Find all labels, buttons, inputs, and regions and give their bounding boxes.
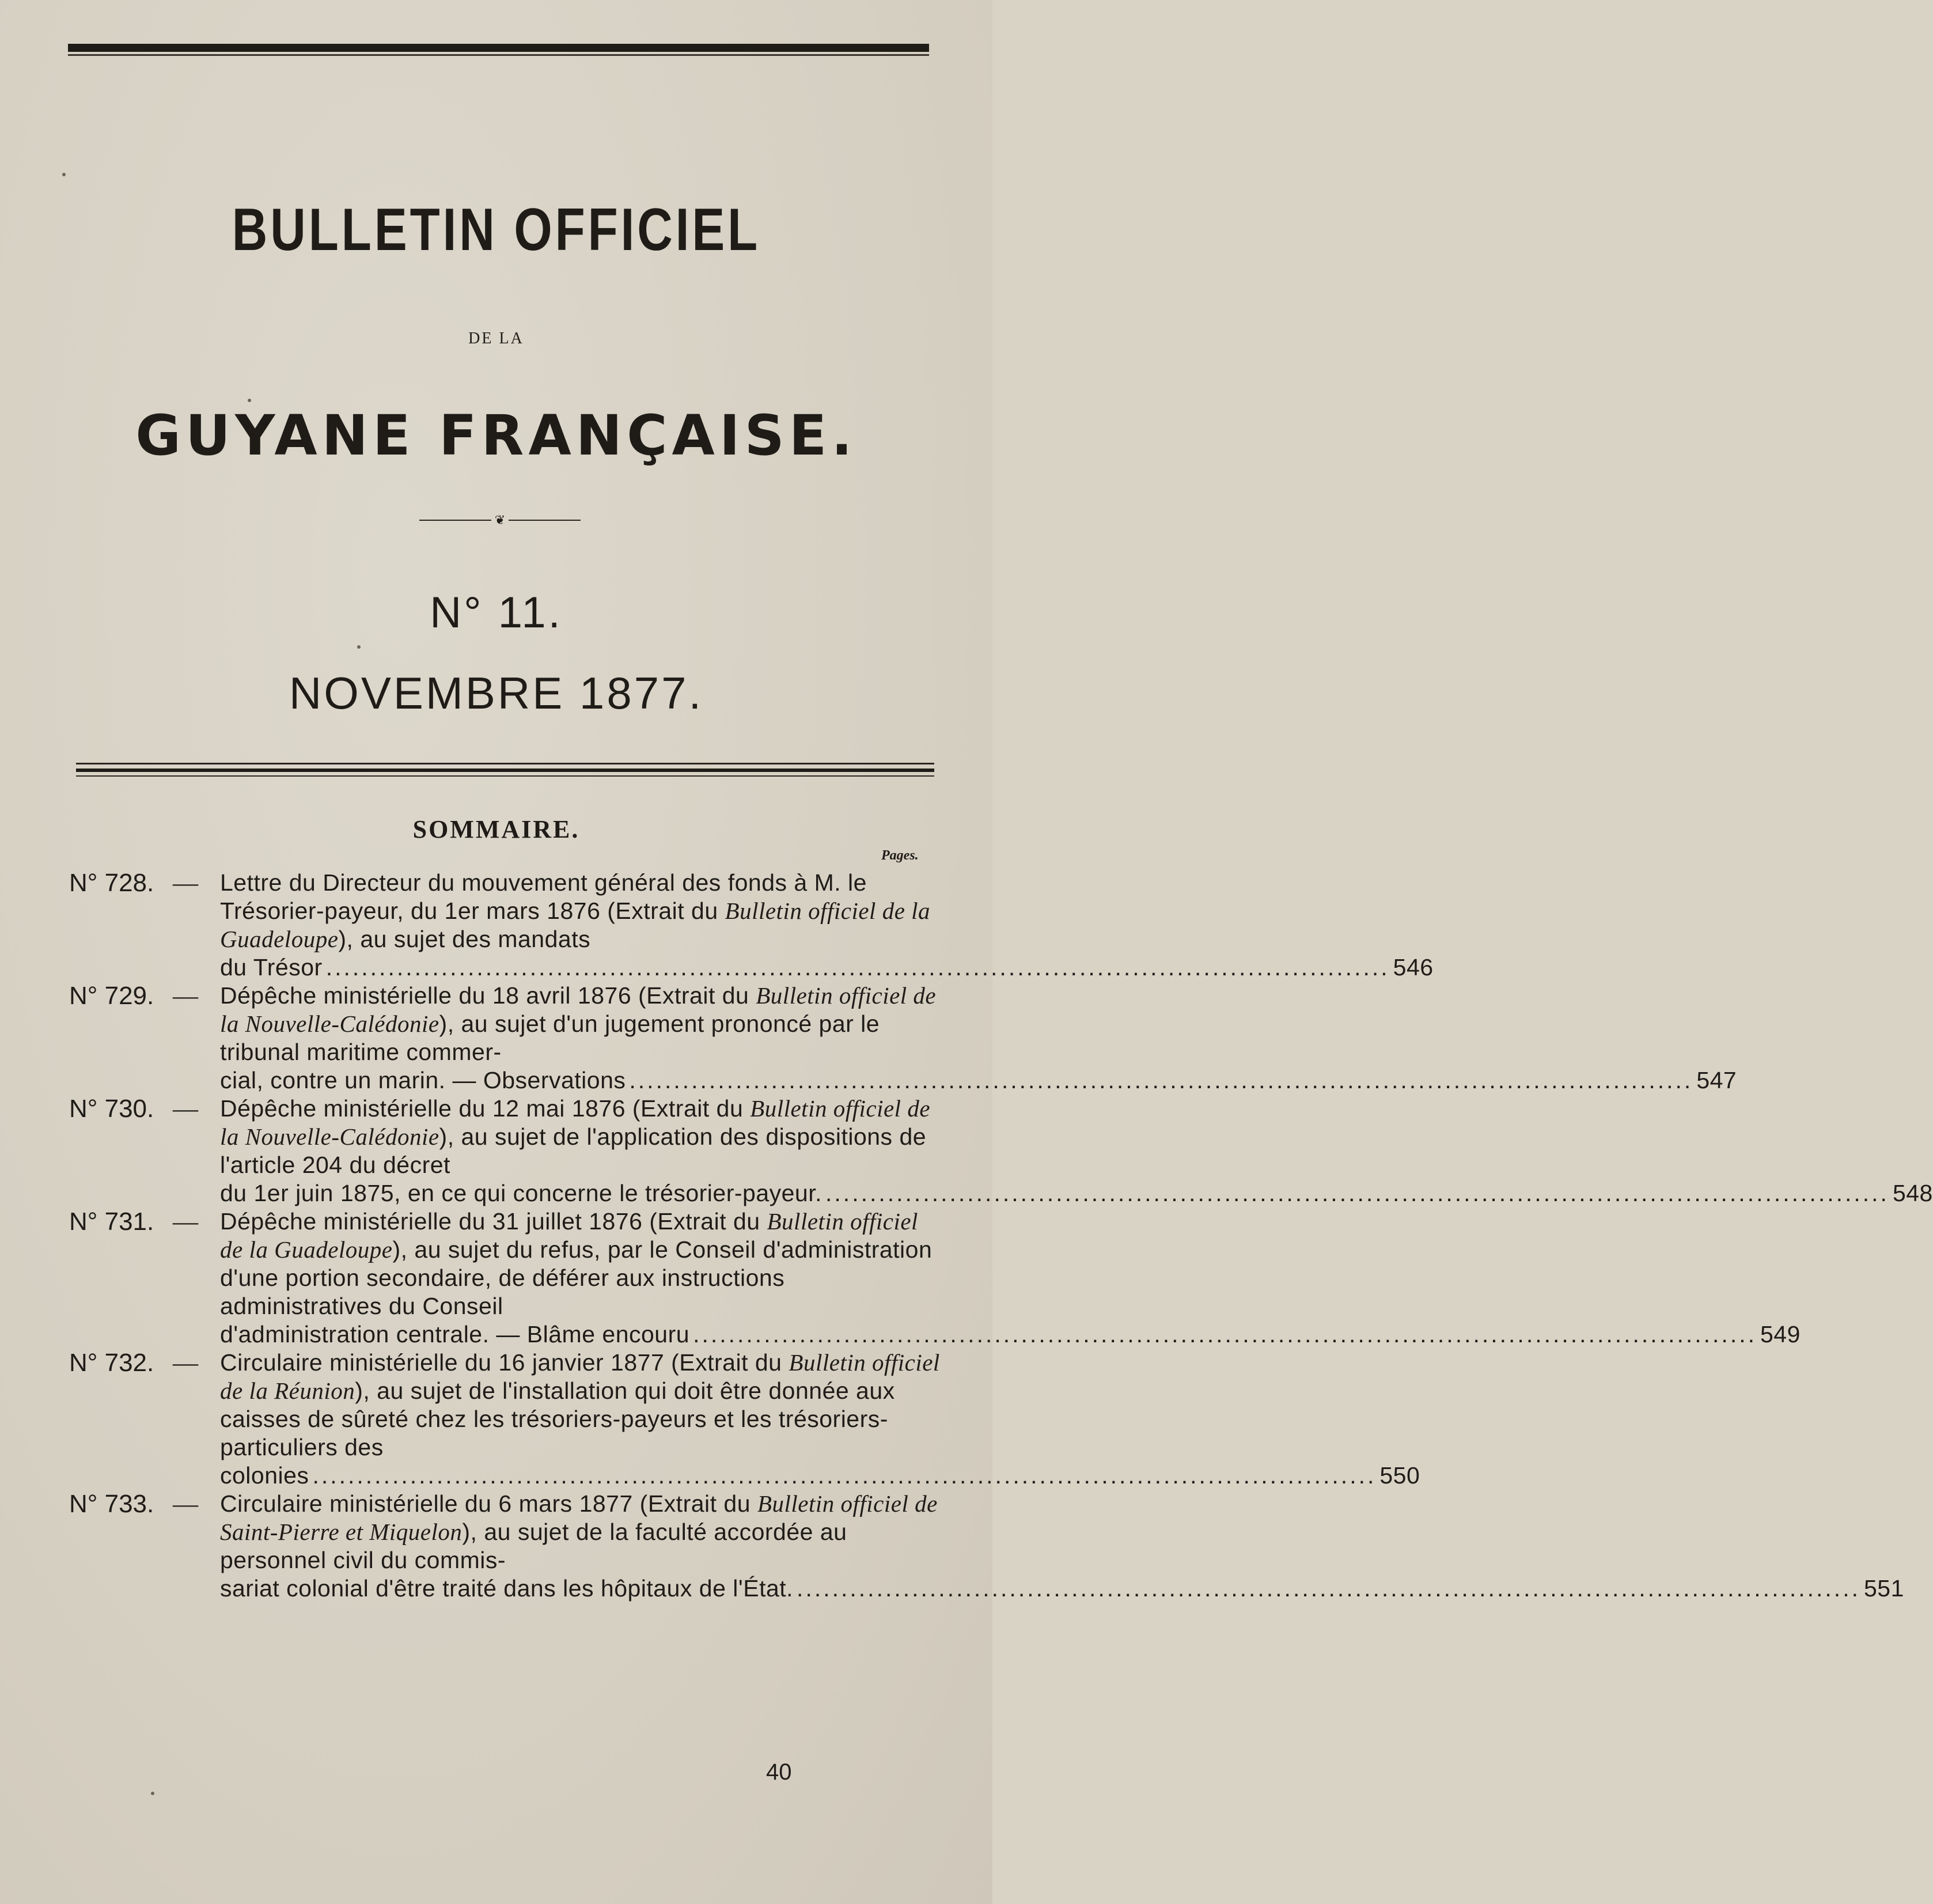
section-rule-thick xyxy=(76,769,934,772)
paper-speck xyxy=(248,399,251,402)
entry-text-continued: ), au sujet de l'installation qui doit être donnée aux caisses de sûreté chez les trésoriers-payeurs et les trésoriers-particuliers des xyxy=(220,1377,895,1460)
entry-description xyxy=(220,1349,1420,1490)
entry-page-number: 551 xyxy=(1863,1575,1904,1602)
entry-last-text: du Trésor xyxy=(220,954,323,981)
entry-last-line xyxy=(220,1066,1737,1095)
entry-dash: — xyxy=(173,1490,198,1518)
top-thin-rule xyxy=(68,54,929,56)
entry-source: Bulletin officiel de Saint-Pierre et Miquelon xyxy=(220,1490,938,1545)
entry-text: Circulaire ministérielle du 6 mars 1877 (Extrait du xyxy=(220,1490,751,1517)
entry-number: N° 733. xyxy=(69,1490,154,1518)
entry-description xyxy=(220,1095,1933,1207)
colony-title: GUYANE FRANÇAISE. xyxy=(135,403,857,468)
ornament-line-left xyxy=(419,520,491,521)
entry-description xyxy=(220,1207,1801,1349)
toc-entry xyxy=(69,1349,1420,1490)
entry-description xyxy=(220,982,1737,1095)
signature-number: 40 xyxy=(766,1759,792,1785)
entry-number: N° 728. xyxy=(69,869,154,897)
entry-text-continued: ), au sujet d'un jugement prononcé par le tribunal maritime commer- xyxy=(220,1010,880,1065)
entry-text-continued: ), au sujet des mandats xyxy=(338,926,591,952)
entry-text: Dépêche ministérielle du 31 juillet 1876 (Extrait du xyxy=(220,1208,760,1235)
entry-page-number: 549 xyxy=(1760,1321,1801,1347)
issue-number: N° 11. xyxy=(430,588,563,637)
pages-column-label: Pages. xyxy=(881,848,919,863)
entry-last-line xyxy=(220,953,1434,982)
entry-last-line xyxy=(220,1574,1904,1603)
entry-last-text: d'administration centrale. — Blâme encouru xyxy=(220,1321,690,1347)
dot-leader: ........................................................................................................................ xyxy=(312,1462,1377,1489)
bulletin-title: BULLETIN OFFICIEL xyxy=(232,196,761,263)
fleuron-icon: ❦ xyxy=(494,513,506,527)
dot-leader: ........................................................................................................................ xyxy=(325,954,1390,981)
entry-dash: — xyxy=(173,1207,198,1236)
entry-source: Bulletin officiel de la Réunion xyxy=(220,1349,940,1404)
entry-last-text: colonies xyxy=(220,1462,309,1489)
entry-source: Bulletin officiel de la Guadeloupe xyxy=(220,898,931,952)
summary-heading: SOMMAIRE. xyxy=(412,815,580,843)
dot-leader: ........................................................................................................................ xyxy=(825,1180,1889,1206)
top-thick-rule xyxy=(68,44,929,52)
entry-number: N° 730. xyxy=(69,1095,154,1123)
toc-entry xyxy=(69,1490,1904,1603)
entry-text: Lettre du Directeur du mouvement général des fonds à M. le Trésorier-payeur, du 1er mars 1876 (Extrait du xyxy=(220,869,867,924)
title-de-la: DE LA xyxy=(468,330,524,347)
entry-source: Bulletin officiel de la Nouvelle-Calédonie xyxy=(220,982,937,1037)
entry-source: Bulletin officiel de la Guadeloupe xyxy=(220,1208,918,1263)
entry-number: N° 732. xyxy=(69,1349,154,1377)
entry-text: Dépêche ministérielle du 12 mai 1876 (Extrait du xyxy=(220,1095,744,1122)
entry-dash: — xyxy=(173,982,198,1010)
entry-number: N° 731. xyxy=(69,1207,154,1236)
toc-entry xyxy=(69,1207,1801,1349)
entry-text-continued: ), au sujet du refus, par le Conseil d'administration d'une portion secondaire, de déférer aux instructions administratives du Conseil xyxy=(220,1236,933,1319)
entry-number: N° 729. xyxy=(69,982,154,1010)
entry-page-number: 546 xyxy=(1393,954,1434,981)
entry-text: Dépêche ministérielle du 18 avril 1876 (Extrait du xyxy=(220,982,749,1009)
ornament-line-right xyxy=(509,520,581,521)
entry-text-continued: ), au sujet de la faculté accordée au personnel civil du commis- xyxy=(220,1519,847,1573)
paper-speck xyxy=(357,645,361,649)
entry-last-line xyxy=(220,1320,1801,1349)
entry-source: Bulletin officiel de la Nouvelle-Calédonie xyxy=(220,1095,931,1150)
toc-entry xyxy=(69,1095,1933,1207)
entry-description xyxy=(220,869,1434,982)
entry-dash: — xyxy=(173,1095,198,1123)
toc-entry xyxy=(69,869,1434,982)
section-rule-thin-bottom xyxy=(76,775,934,777)
dot-leader: ........................................................................................................................ xyxy=(629,1067,1693,1093)
table-of-contents xyxy=(69,869,1933,1603)
entry-dash: — xyxy=(173,869,198,897)
entry-last-line xyxy=(220,1179,1933,1207)
paper-speck xyxy=(151,1792,154,1795)
entry-last-text: du 1er juin 1875, en ce qui concerne le trésorier-payeur. xyxy=(220,1180,823,1206)
entry-last-text: sariat colonial d'être traité dans les hôpitaux de l'État. xyxy=(220,1575,794,1602)
section-rule-thin-top xyxy=(76,763,934,764)
dot-leader: ........................................................................................................................ xyxy=(797,1575,1860,1602)
entry-last-text: cial, contre un marin. — Observations xyxy=(220,1067,626,1093)
dot-leader: ........................................................................................................................ xyxy=(693,1321,1757,1347)
issue-date: NOVEMBRE 1877. xyxy=(289,668,704,718)
ornament-divider xyxy=(419,513,581,527)
entry-page-number: 548 xyxy=(1892,1180,1933,1206)
entry-text-continued: ), au sujet de l'application des dispositions de l'article 204 du décret xyxy=(220,1123,927,1178)
toc-entry xyxy=(69,982,1737,1095)
entry-page-number: 547 xyxy=(1696,1067,1737,1093)
entry-description xyxy=(220,1490,1904,1603)
entry-page-number: 550 xyxy=(1379,1462,1420,1489)
entry-last-line xyxy=(220,1462,1420,1490)
entry-text: Circulaire ministérielle du 16 janvier 1877 (Extrait du xyxy=(220,1349,782,1376)
paper-speck xyxy=(62,173,66,176)
entry-dash: — xyxy=(173,1349,198,1377)
